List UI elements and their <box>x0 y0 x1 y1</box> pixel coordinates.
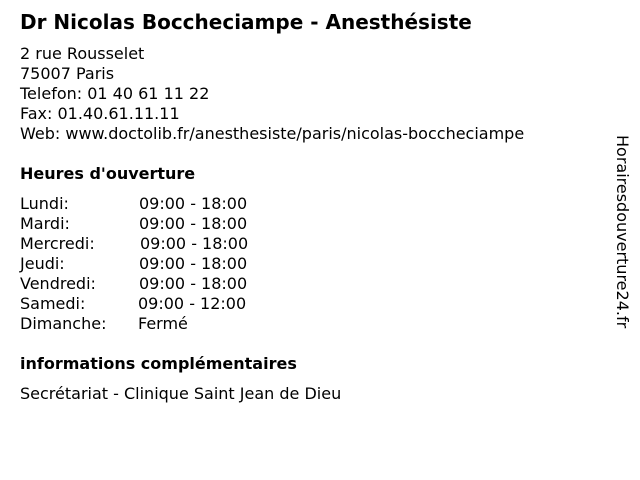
site-watermark: Horairesdouverture24.fr <box>613 135 632 329</box>
phone-number: Telefon: 01 40 61 11 22 <box>20 84 210 103</box>
day-label: Jeudi: <box>20 254 65 273</box>
website: Web: www.doctolib.fr/anesthesiste/paris/nicolas-boccheciampe <box>20 124 525 143</box>
page-title: Dr Nicolas Boccheciampe - Anesthésiste <box>20 10 472 34</box>
time-value: 09:00 - 18:00 <box>139 214 248 233</box>
time-value: 09:00 - 18:00 <box>139 194 248 213</box>
day-label: Vendredi: <box>20 274 96 293</box>
day-label: Dimanche: <box>20 314 107 333</box>
additional-info-text: Secrétariat - Clinique Saint Jean de Dieu <box>20 384 342 403</box>
day-label: Lundi: <box>20 194 69 213</box>
time-value: 09:00 - 18:00 <box>139 254 248 273</box>
time-value: 09:00 - 12:00 <box>138 294 247 313</box>
time-value: 09:00 - 18:00 <box>140 234 249 253</box>
city-postal-code: 75007 Paris <box>20 64 115 83</box>
street-address: 2 rue Rousselet <box>20 44 145 63</box>
address-block <box>20 44 524 144</box>
day-label: Mardi: <box>20 214 70 233</box>
day-label: Samedi: <box>20 294 86 313</box>
fax-number: Fax: 01.40.61.11.11 <box>20 104 180 123</box>
opening-hours-heading: Heures d'ouverture <box>20 164 196 183</box>
day-label: Mercredi: <box>20 234 95 253</box>
time-value: 09:00 - 18:00 <box>139 274 248 293</box>
time-value: Fermé <box>138 314 188 333</box>
additional-info-heading: informations complémentaires <box>20 354 297 373</box>
